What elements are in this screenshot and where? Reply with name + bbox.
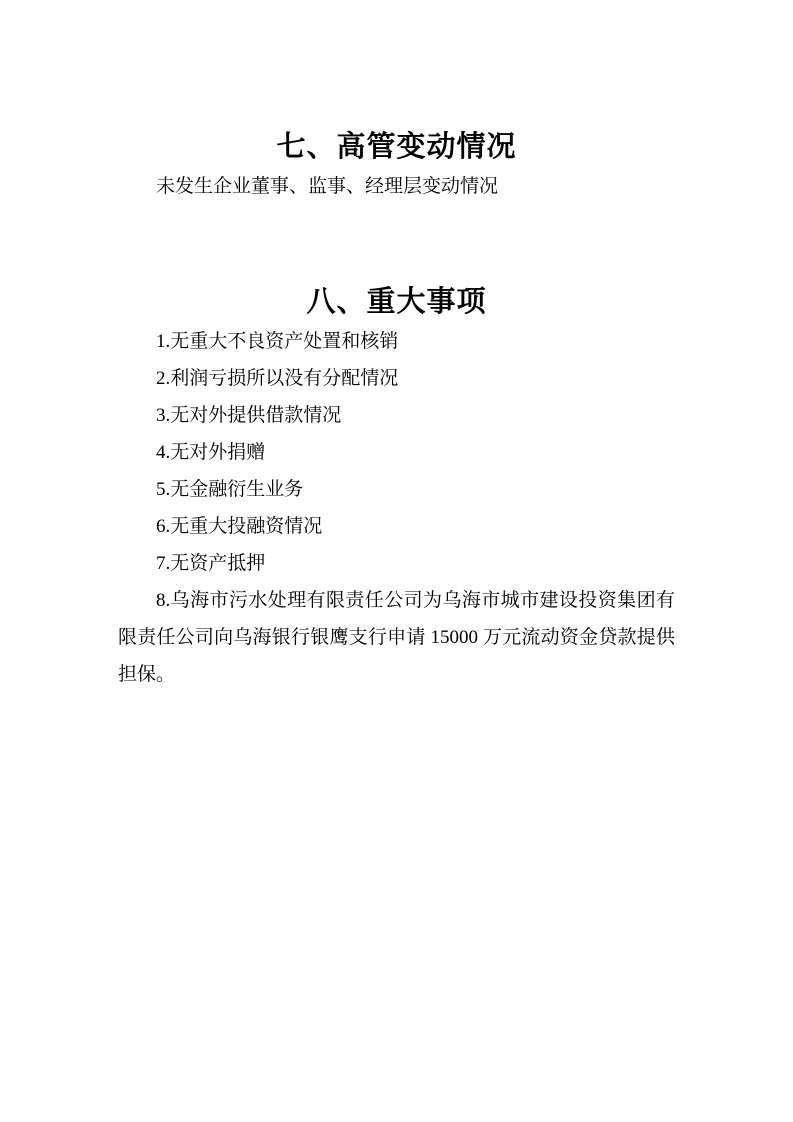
list-item-5: 5.无金融衍生业务 [156,479,304,500]
section-title-major-matters: 八、重大事项 [306,286,487,318]
list-item-4: 4.无对外捐赠 [156,442,266,463]
section-title-executive-changes: 七、高管变动情况 [276,131,517,163]
list-item-7: 7.无资产抵押 [156,553,266,574]
paragraph-executive-changes: 未发生企业董事、监事、经理层变动情况 [156,176,499,197]
list-item-6: 6.无重大投融资情况 [156,516,323,537]
list-item-3: 3.无对外提供借款情况 [156,405,342,426]
list-item-2: 2.利润亏损所以没有分配情况 [156,368,399,389]
list-item-1: 1.无重大不良资产处置和核销 [156,331,399,352]
list-item-8: 8.乌海市污水处理有限责任公司为乌海市城市建设投资集团有限责任公司向乌海银行银鹰支行申请 15000 万元流动资金贷款提供担保。 [118,590,675,685]
document-content [118,126,675,693]
